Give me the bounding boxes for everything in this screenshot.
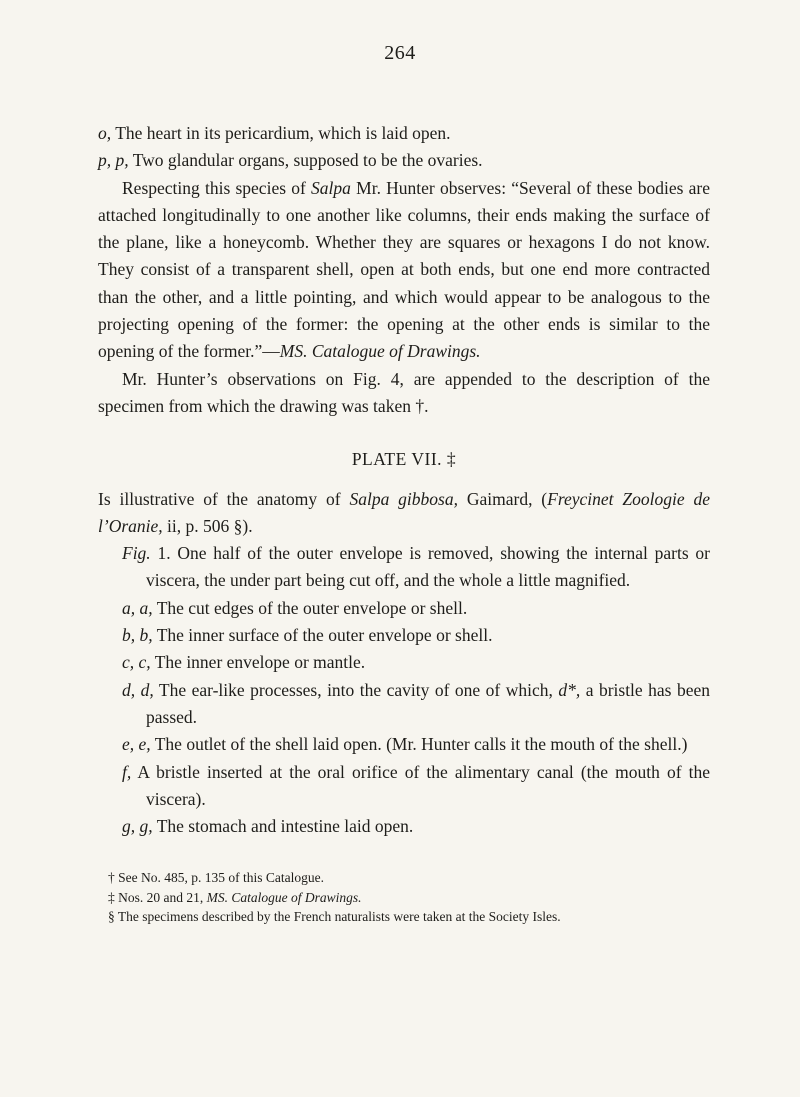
figure-caption: Fig. 1. One half of the outer envelope is removed, showing the internal parts or viscera, the under part being cut off, and the whole a little magnified. bbox=[122, 543, 710, 591]
list-item: a, a, The cut edges of the outer envelope or shell. bbox=[122, 597, 468, 618]
observations-paragraph: Mr. Hunter’s observations on Fig. 4, are appended to the description of the specimen from which the drawing was taken †. bbox=[98, 368, 710, 416]
footnote: ‡ Nos. 20 and 21, MS. Catalogue of Drawings. bbox=[108, 889, 362, 905]
page-body bbox=[98, 120, 710, 927]
list-item: d, d, The ear-like processes, into the cavity of one of which, d*, a bristle has been passed. bbox=[122, 679, 711, 727]
list-item bbox=[98, 147, 710, 174]
item-label: p, p, bbox=[98, 150, 129, 171]
list-item: e, e, The outlet of the shell laid open. (Mr. Hunter calls it the mouth of the shell.) bbox=[122, 734, 688, 755]
page-number: 264 bbox=[384, 42, 416, 64]
source-citation: MS. Catalogue of Drawings. bbox=[279, 341, 481, 362]
species-name: Salpa gibbosa, bbox=[349, 488, 458, 509]
item-ref: d*, bbox=[558, 679, 581, 700]
item-label: o, bbox=[98, 123, 112, 143]
list-item: f, A bristle inserted at the oral orifice of the alimentary canal (the mouth of the viscera). bbox=[122, 761, 710, 809]
species-name: Salpa bbox=[311, 177, 351, 198]
hunter-quote-paragraph: Respecting this species of Salpa Mr. Hunter observes: “Several of these bodies are attached longitudinally to one another like columns, their ends making the surface of the plane, like a honeycomb. Whether they are squares or hexagons I do not know. They consist of a transparent shell, open at both ends, but one end more contracted than the other, and a little pointing, and which would appear to be analogous to the projecting opening of the former: the opening at the other ends is similar to the opening of the former.”—MS. Catalogue of Drawings. bbox=[98, 177, 710, 362]
item-text: The heart in its pericardium, which is laid open. bbox=[115, 123, 451, 143]
list-item: b, b, The inner surface of the outer envelope or shell. bbox=[122, 625, 493, 646]
list-item bbox=[98, 120, 710, 147]
item-text: Two glandular organs, supposed to be the ovaries. bbox=[132, 150, 483, 171]
footnote: † See No. 485, p. 135 of this Catalogue. bbox=[108, 870, 324, 886]
plate-heading: PLATE VII. ‡ bbox=[351, 449, 457, 470]
work-title: Freycinet Zoologie de l’Oranie, bbox=[98, 488, 710, 536]
footnotes bbox=[98, 868, 710, 927]
fig-label: Fig. bbox=[122, 543, 151, 564]
plate-intro: Is illustrative of the anatomy of Salpa gibbosa, Gaimard, (Freycinet Zoologie de l’Oranie, ii, p. 506 §). bbox=[98, 488, 710, 536]
list-item: c, c, The inner envelope or mantle. bbox=[122, 652, 366, 673]
footnote: § The specimens described by the French naturalists were taken at the Society Isles. bbox=[108, 909, 561, 925]
list-item: g, g, The stomach and intestine laid open. bbox=[122, 816, 414, 837]
